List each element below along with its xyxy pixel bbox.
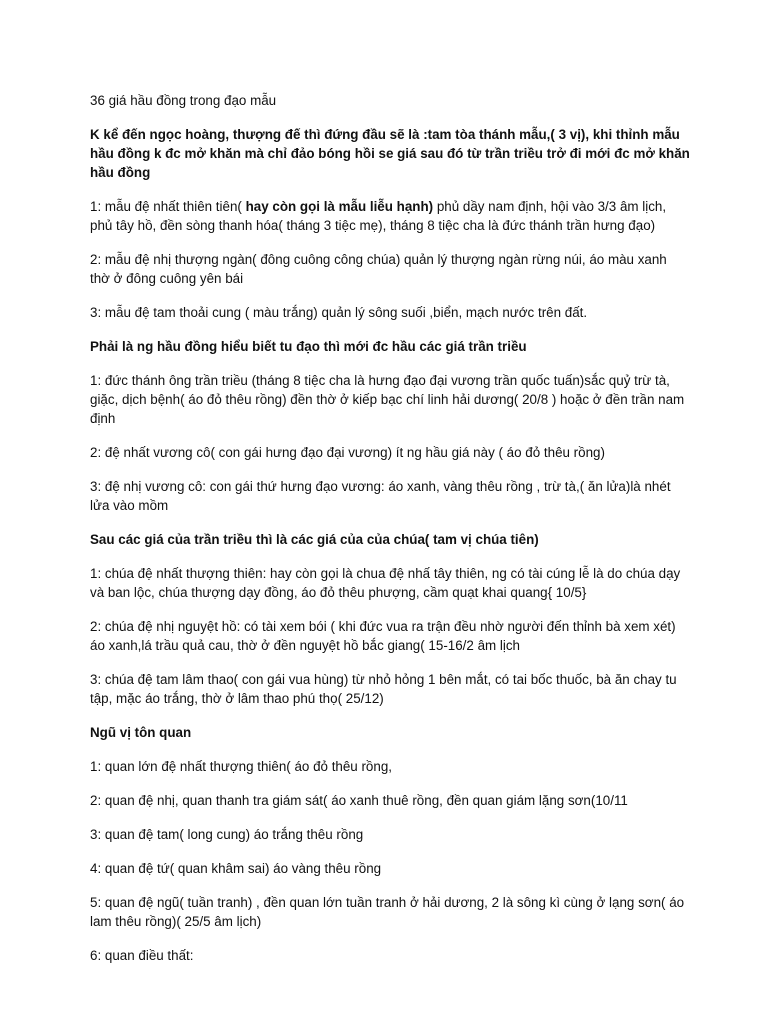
quan-item-1: 1: quan lớn đệ nhất thượng thiên( áo đỏ thêu rồng, [90, 759, 392, 774]
tran-trieu-item-1: 1: đức thánh ông trần triều (tháng 8 tiệc cha là hưng đạo đại vương trần quốc tuấn)sắc quỷ trừ tà, giặc, dịch bệnh( áo đỏ thêu rồng) đền thờ ở kiếp bạc chí linh hải dương( 20/8 ) hoặc ở đền trần nam định [90, 373, 685, 426]
mau-item-1-text-a: 1: mẫu đệ nhất thiên tiên( [90, 199, 246, 214]
chua-item-1: 1: chúa đệ nhất thượng thiên: hay còn gọi là chua đệ nhấ tây thiên, ng có tài cúng lễ là do chúa dạy và ban lộc, chúa thượng dạy đồng, áo đỏ thêu phượng, cầm quạt khai quang{ 10/5} [90, 566, 681, 600]
chua-item-2: 2: chúa đệ nhị nguyệt hồ: có tài xem bói ( khi đức vua ra trận đều nhờ người đến thỉnh bà xem xét) áo xanh,lá trầu quả cau, thờ ở đền nguyệt hồ bắc giang( 15-16/2 âm lịch [90, 619, 676, 653]
quan-item-6: 6: quan điều thất: [90, 948, 194, 963]
quan-item-3: 3: quan đệ tam( long cung) áo trắng thêu rồng [90, 827, 364, 842]
mau-item-2: 2: mẫu đệ nhị thượng ngàn( đông cuông công chúa) quản lý thượng ngàn rừng núi, áo màu xanh thờ ở đông cuông yên bái [90, 252, 667, 286]
document-page [90, 91, 690, 980]
quan-item-2: 2: quan đệ nhị, quan thanh tra giám sát( áo xanh thuê rồng, đền quan giám lặng sơn(10/11 [90, 793, 628, 808]
tran-trieu-item-2: 2: đệ nhất vương cô( con gái hưng đạo đại vương) ít ng hầu giá này ( áo đỏ thêu rồng) [90, 445, 605, 460]
quan-item-5: 5: quan đệ ngũ( tuần tranh) , đền quan lớn tuần tranh ở hải dương, 2 là sông kì cùng ở lạng sơn( áo lam thêu rồng)( 25/5 âm lịch) [90, 895, 685, 929]
tran-trieu-heading: Phải là ng hầu đồng hiểu biết tu đạo thì mới đc hầu các giá trần triều [90, 339, 527, 354]
quan-item-4: 4: quan đệ tứ( quan khâm sai) áo vàng thêu rồng [90, 861, 382, 876]
intro-paragraph: K kể đến ngọc hoàng, thượng đế thì đứng đầu sẽ là :tam tòa thánh mẫu,( 3 vị), khi thỉnh mẫu hầu đồng k đc mở khăn mà chỉ đảo bóng hồi se giá sau đó từ trần triều trở đi mới đc mở khăn hầu đồng [90, 127, 690, 180]
quan-heading: Ngũ vị tôn quan [90, 725, 192, 740]
mau-item-1 [90, 197, 690, 235]
document-title: 36 giá hầu đồng trong đạo mẫu [90, 93, 277, 108]
mau-item-3: 3: mẫu đệ tam thoải cung ( màu trắng) quản lý sông suối ,biển, mạch nước trên đất. [90, 305, 588, 320]
chua-heading: Sau các giá của trần triều thì là các giá của của chúa( tam vị chúa tiên) [90, 532, 539, 547]
mau-item-1-text-bold: hay còn gọi là mẫu liễu hạnh) [245, 199, 434, 214]
mau-item-1-text-c: phủ dầy nam định, hội vào 3/3 âm lịch, phủ tây hồ, đền sòng thanh hóa( tháng 3 tiệc mẹ), tháng 8 tiệc cha là đức thánh trần hưng đạo) [90, 199, 667, 233]
tran-trieu-item-3: 3: đệ nhị vương cô: con gái thứ hưng đạo vương: áo xanh, vàng thêu rồng , trừ tà,( ăn lửa)là nhét lửa vào mồm [90, 479, 671, 513]
chua-item-3: 3: chúa đệ tam lâm thao( con gái vua hùng) từ nhỏ hỏng 1 bên mắt, có tai bốc thuốc, bà ăn chay tu tập, mặc áo trắng, thờ ở lâm thao phú thọ( 25/12) [90, 672, 677, 706]
